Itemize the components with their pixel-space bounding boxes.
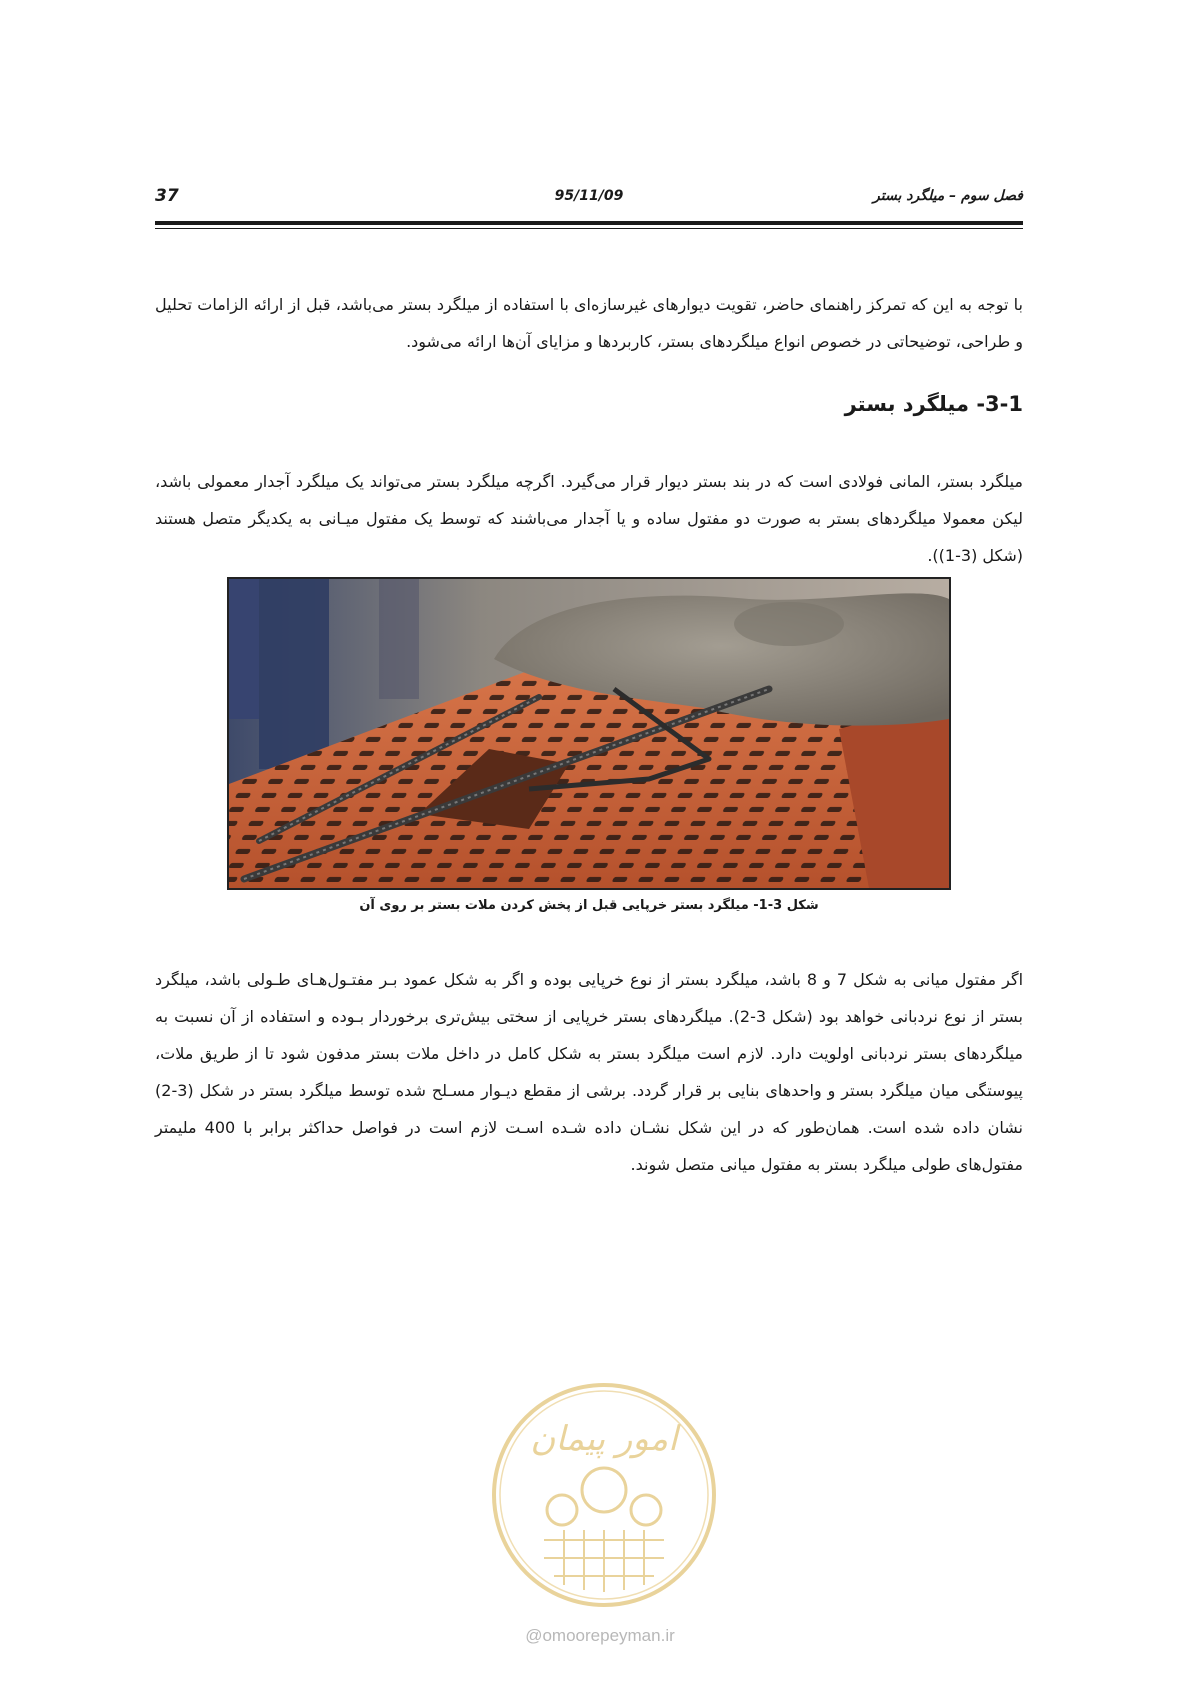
watermark-seal — [484, 1370, 724, 1620]
section-heading: 3-1- میلگرد بستر — [844, 392, 1023, 416]
section-paragraph: میلگرد بستر، المانی فولادی است که در بند بستر دیوار قرار می‌گیرد. اگرچه میلگرد بستر می‌تواند یک میلگرد آجدار معمولی باشد، لیکن معمولا میلگردهای بستر به صورت دو مفتول ساده و یا آجدار می‌باشند که توسط یک مفتول میـانی به یکدیگر متصل هستند (شکل (3-1)). — [155, 472, 1023, 565]
intro-paragraph: با توجه به این که تمرکز راهنمای حاضر، تقویت دیوارهای غیرسازه‌ای با استفاده از میلگرد بستر می‌باشد، قبل از ارائه الزامات تحلیل و طراحی، توضیحاتی در خصوص انواع میلگردهای بستر، کاربردها و مزایای آن‌ها ارائه می‌شود. — [155, 295, 1023, 351]
figure-caption: شکل 3-1- میلگرد بستر خرپایی قبل از پخش کردن ملات بستر بر روی آن — [359, 898, 819, 913]
svg-text:امور پیمان: امور پیمان — [530, 1419, 678, 1459]
page-number: 37 — [155, 186, 179, 206]
body-paragraph: اگر مفتول میانی به شکل 7 و 8 باشد، میلگرد بستر از نوع خرپایی بوده و اگر به شکل عمود بـر مفتـول‌هـای طـولی باشد، میلگرد بستر از نوع نردبانی خواهد بود (شکل 3-2). میلگردهای بستر خرپایی از سختی بیش‌تری برخوردار بـوده و استفاده از آن نسبت به میلگردهای بستر نردبانی اولویت دارد. لازم است میلگرد بستر به شکل کامل در داخل ملات بستر مدفون شود تا از طریق ملات، پیوستگی میان میلگرد بستر و واحدهای بنایی بر قرار گردد. برشی از مقطع دیـوار مسـلح شده توسط میلگرد بستر در شکل (3-2) نشان داده شده است. همان‌طور که در این شکل نشـان داده شـده اسـت لازم است در فواصل حداکثر برابر با 400 ملیمتر مفتول‌های طولی میلگرد بستر به مفتول میانی متصل شوند. — [155, 970, 1024, 1174]
seal-logo-text — [530, 1419, 681, 1459]
header-rule-thick — [155, 221, 1023, 225]
bed-joint-reinforcement-photo — [227, 577, 951, 890]
header-rule-thin — [155, 228, 1023, 229]
chapter-title: فصل سوم – میلگرد بستر — [873, 188, 1023, 204]
watermark-url: @omoorepeyman.ir — [525, 1626, 675, 1645]
header-date: 95/11/09 — [554, 188, 624, 204]
running-header — [155, 188, 1023, 216]
